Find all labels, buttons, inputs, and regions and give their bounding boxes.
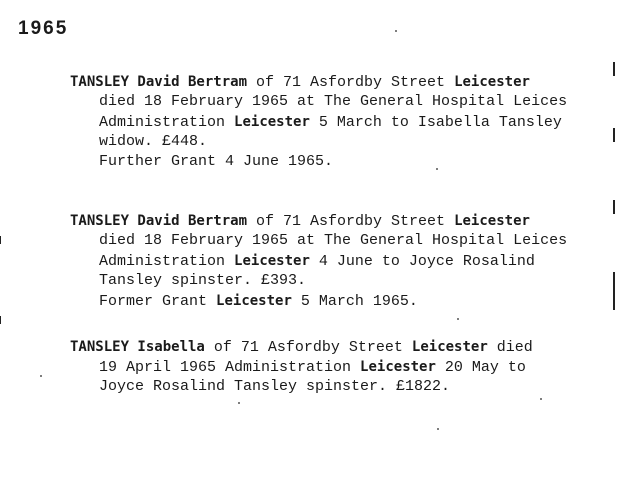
- scan-speck: [457, 318, 459, 320]
- entry-text: 20 May to: [435, 359, 526, 376]
- entry-text: Further Grant 4 June 1965.: [99, 153, 334, 170]
- entry-bold-text: Leicester: [411, 339, 488, 355]
- entry-line: [70, 211, 617, 231]
- probate-entry-david-bertram-first: [70, 72, 617, 172]
- scan-speck: [436, 168, 438, 170]
- entry-line: [70, 377, 617, 397]
- scan-speck: [395, 30, 397, 32]
- scan-speck: [437, 428, 439, 430]
- entry-line: [70, 271, 617, 291]
- entry-line: [70, 132, 617, 152]
- entry-text: Administration: [99, 114, 235, 131]
- right-margin-mark: [613, 128, 615, 142]
- scan-speck: [540, 398, 542, 400]
- entry-bold-text: Leicester: [234, 253, 310, 269]
- entry-bold-text: Leicester: [234, 114, 310, 130]
- scan-speck: [40, 375, 42, 377]
- entry-text: died 18 February 1965 at The General Hospital Leices: [99, 232, 568, 249]
- entry-text: Former Grant: [99, 293, 217, 310]
- entry-line: [70, 357, 617, 377]
- entry-line: [70, 337, 617, 357]
- probate-entry-david-bertram-second: [70, 211, 617, 311]
- scan-speck: [238, 402, 240, 404]
- entry-bold-text: Leicester: [360, 359, 436, 375]
- entry-line: [70, 72, 617, 92]
- entry-bold-text: Leicester: [454, 74, 530, 90]
- entry-line: [70, 291, 617, 311]
- entry-text: died: [487, 339, 533, 356]
- left-margin-mark: [0, 316, 1, 324]
- entry-line: [70, 92, 617, 112]
- entry-text: widow. £448.: [99, 133, 208, 150]
- right-margin-mark: [613, 272, 615, 310]
- entry-line: [70, 231, 617, 251]
- entry-text: of 71 Asfordby Street: [247, 74, 455, 91]
- entry-bold-text: TANSLEY David Bertram: [70, 74, 248, 90]
- probate-entry-isabella: [70, 337, 617, 397]
- entry-bold-text: TANSLEY Isabella: [70, 339, 205, 355]
- entry-text: 4 June to Joyce Rosalind: [309, 253, 535, 270]
- entry-text: 19 April 1965 Administration: [99, 359, 361, 376]
- entry-text: Tansley spinster. £393.: [99, 272, 307, 289]
- entry-line: [70, 112, 617, 132]
- entry-text: 5 March to Isabella Tansley: [309, 114, 562, 131]
- right-margin-mark: [613, 200, 615, 214]
- entry-text: died 18 February 1965 at The General Hospital Leices: [99, 93, 568, 110]
- entry-text: Joyce Rosalind Tansley spinster. £1822.: [99, 378, 451, 395]
- entry-line: [70, 152, 617, 172]
- left-margin-mark: [0, 236, 1, 244]
- page-year-heading: 1965: [18, 18, 69, 39]
- right-margin-mark: [613, 62, 615, 76]
- entry-bold-text: Leicester: [216, 293, 292, 309]
- entry-text: Administration: [99, 253, 235, 270]
- entry-text: of 71 Asfordby Street: [204, 339, 412, 356]
- entry-text: 5 March 1965.: [291, 293, 418, 310]
- entry-line: [70, 251, 617, 271]
- entry-bold-text: TANSLEY David Bertram: [70, 213, 248, 229]
- entry-text: of 71 Asfordby Street: [247, 213, 455, 230]
- entry-bold-text: Leicester: [454, 213, 530, 229]
